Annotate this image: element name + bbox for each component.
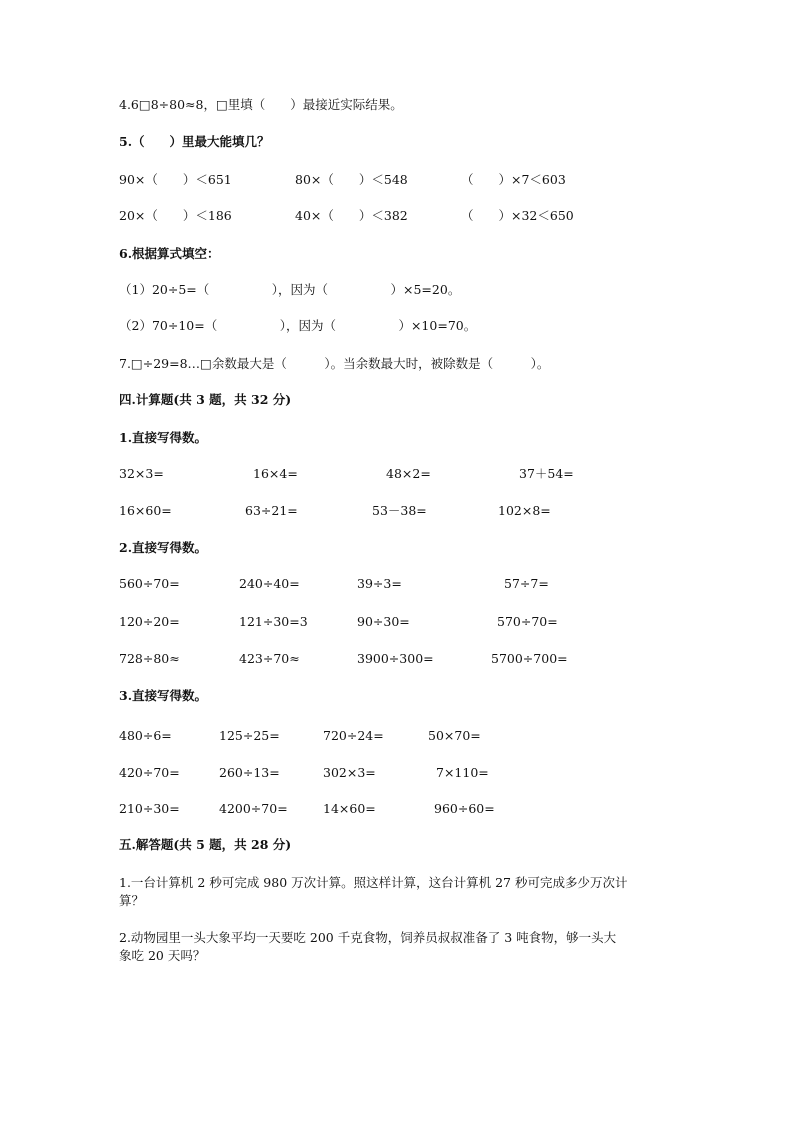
calc-item: 480÷6= [119, 728, 172, 743]
calc-item: 560÷70= [119, 576, 180, 591]
section-5-title: 五.解答题(共 5 题，共 28 分) [119, 837, 292, 852]
q5-item: （ ）×32＜650 [461, 208, 574, 223]
s4-q3-title: 3.直接写得数。 [119, 688, 208, 703]
calc-item: 3900÷300= [357, 651, 434, 666]
s5-q1-line1: 1.一台计算机 2 秒可完成 980 万次计算。照这样计算，这台计算机 27 秒可完成多少万次计 [119, 875, 628, 890]
q5-item: 20×（ ）＜186 [119, 208, 232, 223]
question-6-line: （1）20÷5=（ ），因为（ ）×5=20。 [119, 282, 461, 297]
calc-item: 260÷13= [219, 765, 280, 780]
calc-item: 4200÷70= [219, 801, 288, 816]
question-6-line: （2）70÷10=（ ），因为（ ）×10=70。 [119, 318, 477, 333]
s4-q2-title: 2.直接写得数。 [119, 540, 208, 555]
calc-item: 53－38= [372, 503, 427, 518]
calc-item: 14×60= [323, 801, 376, 816]
calc-item: 7×110= [436, 765, 489, 780]
calc-item: 16×60= [119, 503, 172, 518]
q5-item: 40×（ ）＜382 [295, 208, 408, 223]
s5-q1-line2: 算？ [119, 893, 145, 908]
calc-item: 90÷30= [357, 614, 410, 629]
calc-item: 960÷60= [434, 801, 495, 816]
calc-item: 570÷70= [497, 614, 558, 629]
calc-item: 63÷21= [245, 503, 298, 518]
calc-item: 16×4= [253, 466, 298, 481]
calc-item: 120÷20= [119, 614, 180, 629]
calc-item: 302×3= [323, 765, 376, 780]
calc-item: 32×3= [119, 466, 164, 481]
s5-q2-line1: 2.动物园里一头大象平均一天要吃 200 千克食物，饲养员叔叔准备了 3 吨食物，够一头大 [119, 930, 617, 945]
calc-item: 728÷80≈ [119, 651, 180, 666]
calc-item: 5700÷700= [491, 651, 568, 666]
calc-item: 50×70= [428, 728, 481, 743]
calc-item: 210÷30= [119, 801, 180, 816]
question-6-title: 6.根据算式填空： [119, 246, 220, 261]
calc-item: 48×2= [386, 466, 431, 481]
s5-q2-line2: 象吃 20 天吗？ [119, 948, 206, 963]
calc-item: 39÷3= [357, 576, 402, 591]
calc-item: 240÷40= [239, 576, 300, 591]
calc-item: 423÷70≈ [239, 651, 300, 666]
q5-item: 90×（ ）＜651 [119, 172, 232, 187]
question-4: 4.6□8÷80≈8，□里填（ ）最接近实际结果。 [119, 97, 403, 112]
calc-item: 125÷25= [219, 728, 280, 743]
question-7: 7.□÷29=8…□余数最大是（ ）。当余数最大时，被除数是（ ）。 [119, 356, 550, 371]
calc-item: 720÷24= [323, 728, 384, 743]
calc-item: 57÷7= [504, 576, 549, 591]
s4-q1-title: 1.直接写得数。 [119, 430, 208, 445]
calc-item: 121÷30=3 [239, 614, 308, 629]
calc-item: 420÷70= [119, 765, 180, 780]
calc-item: 102×8= [498, 503, 551, 518]
question-5-title: 5.（ ）里最大能填几？ [119, 134, 270, 149]
calc-item: 37＋54= [519, 466, 574, 481]
section-4-title: 四.计算题(共 3 题，共 32 分) [119, 392, 292, 407]
q5-item: （ ）×7＜603 [461, 172, 566, 187]
q5-item: 80×（ ）＜548 [295, 172, 408, 187]
